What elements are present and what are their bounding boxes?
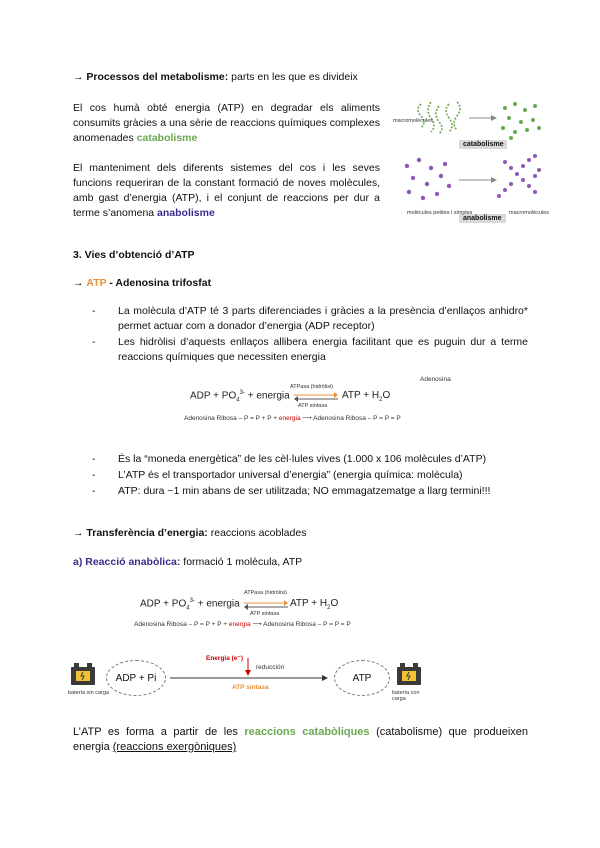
heading-rest: parts en les que es divideix — [228, 71, 358, 83]
paragraph-text: El cos humà obté energia (ATP) en degradar els aliments consumits gràcies a una sèrie de reaccions químiques complexes anomenades — [73, 102, 380, 144]
eq-left: ADP + PO — [190, 390, 237, 402]
reversible-arrow-icon — [244, 600, 288, 610]
metabolism-figure — [393, 96, 550, 226]
eq-bottom-left: Adenosina Ribosa – P = P + P + — [184, 415, 279, 422]
eq-sub: 4 — [186, 605, 190, 612]
energy-label: Energia (e⁻) — [206, 655, 244, 662]
eq-left: ADP + PO — [140, 598, 187, 610]
figure-label-bottom-left: molècules petites i simples — [407, 210, 473, 216]
equation-bottom — [134, 620, 351, 628]
equation-main — [140, 598, 240, 611]
list-item: - Les hidròlisi d’aquests enllaços allibera energia facilitant que es puguin dur a terme reaccions químiques que necessiten energia — [92, 335, 528, 365]
eq-energy: + energia — [244, 390, 290, 402]
paragraph-text: El manteniment dels diferents sistemes del cos i les seves funcions requeriran de la constant formació de noves molècules, amb gast d’energia (ATP), i el conjunt de reaccions per dur a terme s’anomena — [73, 162, 380, 219]
eq-right-end: O — [330, 598, 339, 609]
eq-bottom-right: Adenosina Ribosa – P = P = P — [313, 415, 401, 422]
right-arrow-icon: ⟶ — [252, 621, 264, 628]
list-item: - La molècula d’ATP té 3 parts diferenciades i gràcies a la presència d’enllaços anhidro* permet actuar com a donador d’energia (ADP receptor) — [92, 304, 528, 334]
eq-right: ATP + H — [342, 390, 380, 401]
list-item: - ATP: dura ~1 min abans de ser utilitzada; NO emmagatzematge a llarg termini!!! — [92, 484, 528, 499]
eq-bottom-right: Adenosina Ribosa – P = P = P — [263, 621, 351, 628]
metabolism-illustration — [393, 96, 543, 226]
catabolic-reactions-term: reaccions catabòliques — [244, 726, 370, 738]
equation-atp-hydrolysis — [184, 376, 451, 426]
paragraph-anabolism — [73, 161, 380, 221]
right-arrow-icon — [170, 674, 330, 682]
eq-energy: + energia — [194, 598, 240, 610]
equation-main — [190, 390, 290, 403]
eq-sup: 3- — [239, 390, 245, 396]
charged-battery-icon — [396, 662, 422, 686]
atp-synthase-label: ATP sintasa — [232, 684, 269, 691]
atp-heading — [73, 277, 211, 289]
battery-caption-right: batería con carga — [392, 690, 420, 702]
eq-right: ATP + H — [290, 598, 328, 609]
list-item: - L’ATP és el transportador universal d’energia” (energia química: molècula) — [92, 468, 528, 483]
equation-bottom — [184, 414, 401, 422]
list-item: - És la “moneda energètica” de les cèl·lules vives (1.000 x 106 molècules d’ATP) — [92, 452, 528, 467]
transfer-rest: reaccions acoblades — [207, 527, 307, 539]
eq-bottom-energy: energia — [278, 415, 301, 422]
paragraph-catabolism — [73, 101, 380, 146]
atp-bullets — [92, 304, 528, 366]
equation-right — [342, 390, 390, 403]
equation-corner-label: Adenosina — [420, 376, 451, 383]
right-arrow-icon: ⟶ — [302, 415, 314, 422]
eq-sub: 4 — [236, 397, 240, 404]
anabolic-reaction-heading — [73, 556, 302, 568]
atp-facts-bullets — [92, 452, 528, 500]
catabolism-term: catabolisme — [136, 132, 198, 144]
battery-diagram — [66, 650, 426, 710]
adp-pi-circle: ADP + Pi — [106, 660, 166, 696]
equation-atp-synthesis — [134, 586, 400, 636]
transfer-title: Transferència d’energia: — [86, 527, 208, 539]
paragraph-text: L’ATP es forma a partir de les — [73, 726, 245, 738]
battery-caption-left: batería sin carga — [68, 690, 109, 696]
eq-right-sub: 2 — [379, 397, 383, 403]
anabolism-term: anabolisme — [157, 207, 215, 219]
arrow-icon: → — [73, 527, 87, 539]
section3-title: 3. Vies d’obtenció d’ATP — [73, 249, 195, 261]
anabolic-rest: formació 1 molècula, ATP — [180, 556, 303, 568]
eq-sup: 3- — [189, 598, 195, 604]
atp-term: ATP — [86, 277, 107, 289]
eq-bottom-energy: energia — [228, 621, 251, 628]
paragraph-text: (catabolisme) que produeixen energia — [73, 726, 528, 753]
exergonic-term: (reaccions exergòniques) — [112, 741, 237, 753]
anabolic-label: a) Reacció anabòlica: — [73, 556, 181, 568]
transfer-heading — [73, 527, 306, 539]
reversible-arrow-icon — [294, 392, 338, 402]
reduction-label: reducción — [256, 664, 285, 671]
arrow-icon: → — [73, 277, 87, 289]
empty-battery-icon — [70, 662, 96, 686]
figure-label-catabolism: catabolisme — [459, 140, 507, 149]
equation-below-arrow: ATP sintasa — [298, 403, 328, 409]
figure-label-anabolism: anabolisme — [459, 214, 506, 223]
arrow-icon: → — [73, 71, 84, 83]
equation-right — [290, 598, 338, 611]
figure-label-bottom-right: macromolècules — [509, 210, 550, 216]
eq-bottom-left: Adenosina Ribosa – P = P + P + — [134, 621, 229, 628]
equation-above-arrow: ATPasa (hidròlisi) — [290, 384, 333, 390]
figure-label-top-left: macromolècules — [393, 118, 434, 124]
eq-right-end: O — [382, 390, 391, 401]
equation-below-arrow: ATP sintasa — [250, 611, 280, 617]
final-paragraph — [73, 725, 528, 755]
eq-right-sub: 2 — [327, 605, 331, 611]
heading-label: Processos del metabolisme: — [86, 71, 229, 83]
equation-above-arrow: ATPasa (hidròlisi) — [244, 590, 287, 596]
section-metabolism-heading — [73, 71, 358, 83]
atp-circle: ATP — [334, 660, 390, 696]
atp-heading-rest: - Adenosina trifosfat — [106, 277, 212, 289]
